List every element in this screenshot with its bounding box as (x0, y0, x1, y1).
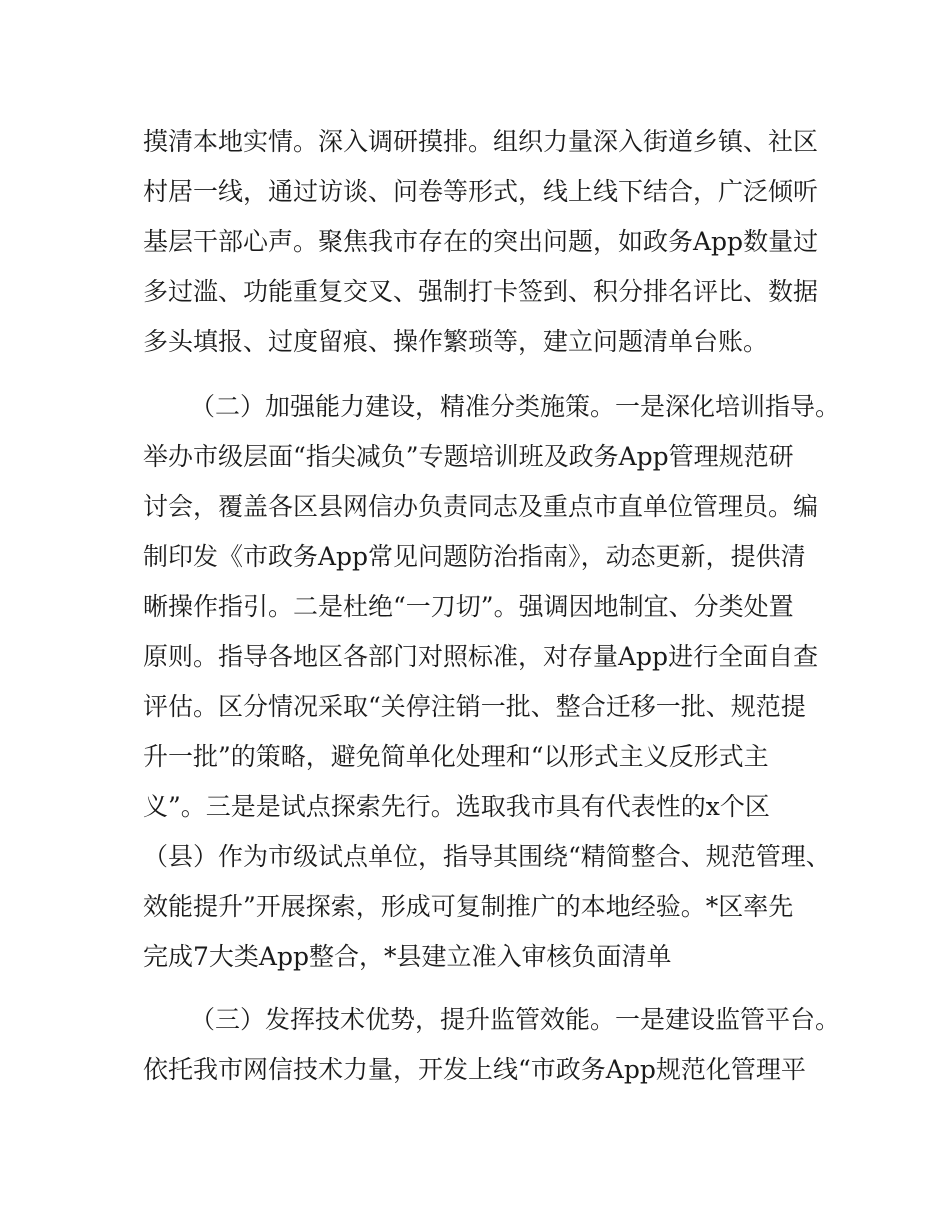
paragraph-2-line-11: 效能提升”开展探索，形成可复制推广的本地经验。*区率先 (143, 892, 794, 921)
paragraph-1-line-1: 摸清本地实情。深入调研摸排。组织力量深入街道乡镇、社区 (143, 127, 819, 156)
paragraph-3-line-1: （三）发挥技术优势，提升监管效能。一是建设监管平台。 (190, 1005, 841, 1034)
paragraph-2-line-8: 升一批”的策略，避免简单化处理和“以形式主义反形式主 (143, 742, 769, 771)
paragraph-1-line-5: 多头填报、过度留痕、操作繁琐等，建立问题清单台账。 (143, 327, 769, 356)
paragraph-2-line-2: 举办市级层面“指尖减负”专题培训班及政务App管理规范研 (143, 442, 794, 471)
paragraph-3-line-2: 依托我市网信技术力量，开发上线“市政务App规范化管理平 (143, 1055, 806, 1084)
paragraph-2-line-1: （二）加强能力建设，精准分类施策。一是深化培训指导。 (190, 392, 841, 421)
paragraph-2-line-12: 完成7大类App整合，*县建立准入审核负面清单 (143, 942, 672, 971)
paragraph-1-line-2: 村居一线，通过访谈、问卷等形式，线上线下结合，广泛倾听 (143, 177, 819, 206)
paragraph-2-line-10: （县）作为市级试点单位，指导其围绕“精简整合、规范管理、 (143, 842, 831, 871)
paragraph-2-line-7: 评估。区分情况采取“关停注销一批、整合迁移一批、规范提 (143, 692, 806, 721)
paragraph-1-line-4: 多过滥、功能重复交叉、强制打卡签到、积分排名评比、数据 (143, 277, 819, 306)
paragraph-2-line-6: 原则。指导各地区各部门对照标准，对存量App进行全面自查 (143, 642, 819, 671)
paragraph-1-line-3: 基层干部心声。聚焦我市存在的突出问题，如政务App数量过 (143, 227, 819, 256)
paragraph-2-line-9: 义”。三是是试点探索先行。选取我市具有代表性的x个区 (143, 792, 770, 821)
paragraph-2-line-5: 晰操作指引。二是杜绝“一刀切”。强调因地制宜、分类处置 (143, 592, 794, 621)
paragraph-2-line-3: 讨会，覆盖各区县网信办负责同志及重点市直单位管理员。编 (143, 492, 819, 521)
paragraph-2-line-4: 制印发《市政务App常见问题防治指南》，动态更新，提供清 (143, 542, 806, 571)
